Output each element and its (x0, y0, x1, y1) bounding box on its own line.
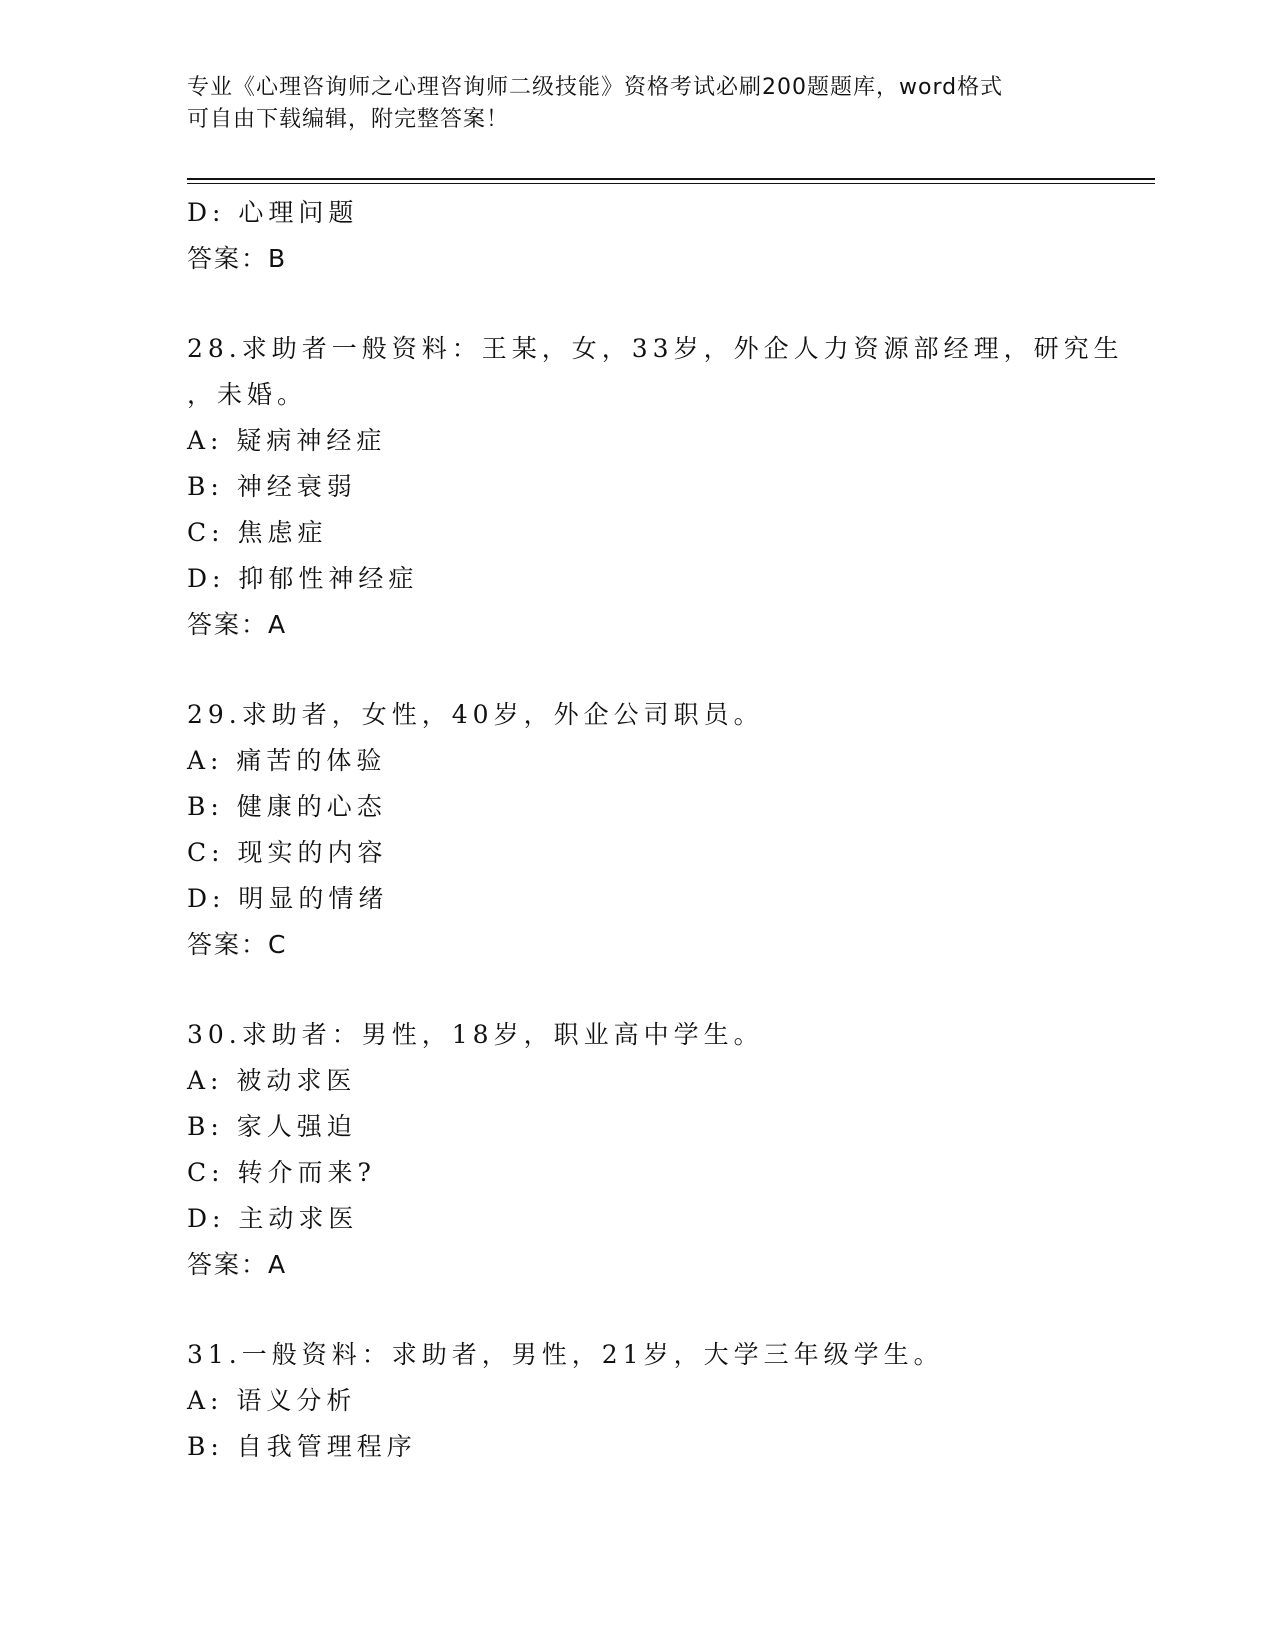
header-rule-thick (187, 178, 1155, 180)
question-29 (187, 692, 1155, 968)
option-b: B: 自我管理程序 (187, 1432, 417, 1461)
header-line-2: 可自由下载编辑，附完整答案！ (187, 107, 510, 132)
question-stem: 30.求助者：男性，18岁，职业高中学生。 (187, 1020, 764, 1049)
option-a: A: 疑病神经症 (187, 426, 387, 455)
answer-line: 答案：A (187, 610, 288, 639)
question-stem-continued: ，未婚。 (187, 380, 308, 409)
option-d: D: 明显的情绪 (187, 884, 389, 913)
option-d: D: 心理问题 (187, 198, 359, 227)
answer-line: 答案：B (187, 244, 288, 273)
spacer (187, 282, 1155, 326)
question-stem: 31.一般资料：求助者，男性，21岁，大学三年级学生。 (187, 1340, 944, 1369)
option-b: B: 家人强迫 (187, 1112, 357, 1141)
answer-line: 答案：A (187, 1250, 288, 1279)
spacer (187, 648, 1155, 692)
question-content (187, 190, 1155, 1470)
document-header (187, 72, 1067, 136)
option-d: D: 抑郁性神经症 (187, 564, 419, 593)
header-rule-thin (187, 183, 1155, 184)
answer-line: 答案：C (187, 930, 288, 959)
spacer (187, 968, 1155, 1012)
spacer (187, 1288, 1155, 1332)
question-stem: 29.求助者，女性，40岁，外企公司职员。 (187, 700, 764, 729)
question-31 (187, 1332, 1155, 1470)
option-a: A: 语义分析 (187, 1386, 357, 1415)
option-a: A: 痛苦的体验 (187, 746, 387, 775)
header-line-1: 专业《心理咨询师之心理咨询师二级技能》资格考试必刷200题题库，word格式 (187, 75, 1004, 100)
option-d: D: 主动求医 (187, 1204, 359, 1233)
option-a: A: 被动求医 (187, 1066, 357, 1095)
option-c: C: 焦虑症 (187, 518, 328, 547)
question-30 (187, 1012, 1155, 1288)
option-c: C: 现实的内容 (187, 838, 388, 867)
option-b: B: 神经衰弱 (187, 472, 357, 501)
question-stem: 28.求助者一般资料：王某，女，33岁，外企人力资源部经理，研究生 (187, 334, 1124, 363)
option-b: B: 健康的心态 (187, 792, 387, 821)
question-28 (187, 326, 1155, 648)
option-c: C: 转介而来? (187, 1158, 376, 1187)
